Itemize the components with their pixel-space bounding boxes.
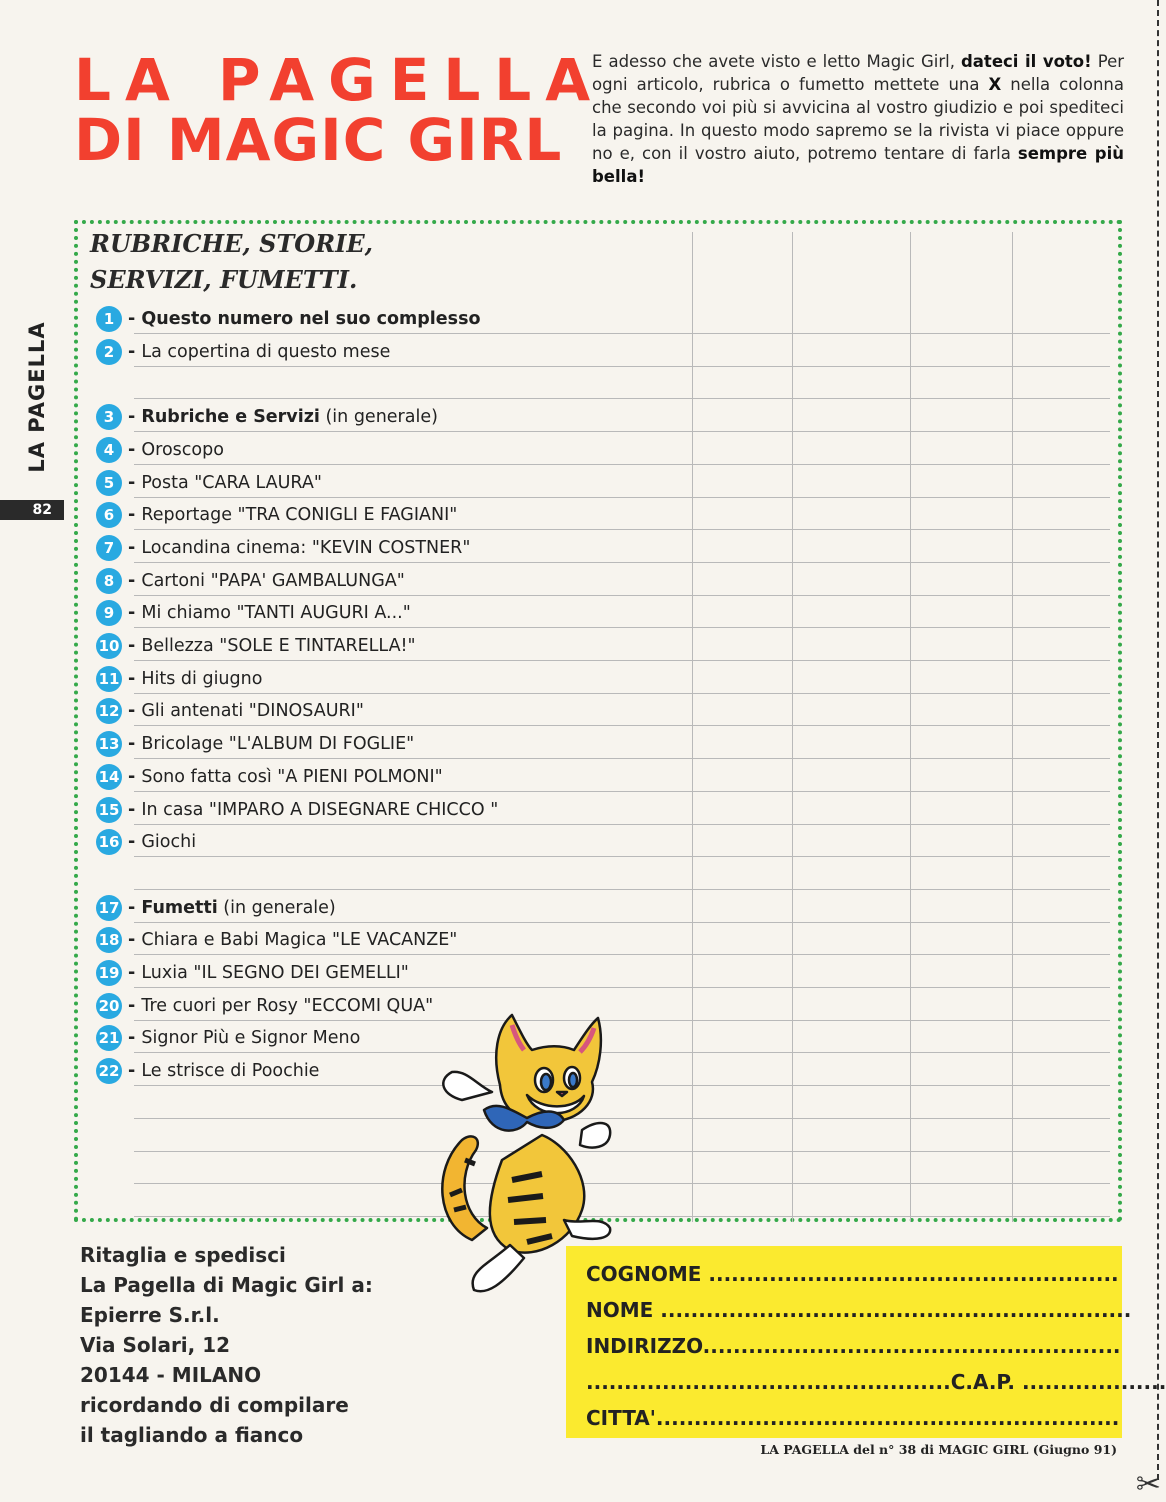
grid-row-line bbox=[134, 1118, 1110, 1119]
grid-row-line bbox=[134, 954, 1110, 955]
rating-item[interactable] bbox=[96, 632, 416, 660]
address-line-5: 20144 - MILANO bbox=[80, 1363, 262, 1387]
section-title bbox=[90, 226, 373, 298]
address-line-3: Epierre S.r.l. bbox=[80, 1303, 220, 1327]
grid-row-line bbox=[134, 497, 1110, 498]
grid-row-line bbox=[134, 791, 1110, 792]
item-label-text: Signor Più e Signor Meno bbox=[141, 1028, 361, 1048]
item-label-bold: Rubriche e Servizi bbox=[141, 407, 320, 427]
item-label: - Gli antenati "DINOSAURI" bbox=[128, 701, 364, 721]
grid-row-line bbox=[134, 693, 1110, 694]
grid-row-line bbox=[134, 1085, 1110, 1086]
grid-column-line bbox=[1012, 232, 1013, 1222]
item-label-text: In casa "IMPARO A DISEGNARE CHICCO " bbox=[141, 800, 499, 820]
item-label-text: Sono fatta così "A PIENI POLMONI" bbox=[141, 767, 443, 787]
cap-field[interactable]: ................................................C.A.P. ................... bbox=[586, 1370, 1166, 1394]
item-label: - Mi chiamo "TANTI AUGURI A..." bbox=[128, 603, 411, 623]
address-line-7: il tagliando a fianco bbox=[80, 1423, 304, 1447]
issue-footer: LA PAGELLA del n° 38 di MAGIC GIRL (Giugno 91) bbox=[760, 1442, 1117, 1457]
surname-label: COGNOME bbox=[586, 1262, 702, 1286]
address-label: INDIRIZZO bbox=[586, 1334, 703, 1358]
item-label-text: Hits di giugno bbox=[141, 669, 263, 689]
item-number-badge: 9 bbox=[96, 600, 122, 626]
grid-row-line bbox=[134, 987, 1110, 988]
item-label: - Questo numero nel suo complesso bbox=[128, 309, 481, 329]
item-number-badge: 2 bbox=[96, 339, 122, 365]
rating-item[interactable] bbox=[96, 1024, 360, 1052]
item-label-text: Locandina cinema: "KEVIN COSTNER" bbox=[141, 538, 471, 558]
grid-row-line bbox=[134, 398, 1110, 399]
grid-column-line bbox=[692, 232, 693, 1222]
item-label-text: Bellezza "SOLE E TINTARELLA!" bbox=[141, 636, 416, 656]
grid-row-line bbox=[134, 660, 1110, 661]
name-field[interactable]: NOME .............................................................. bbox=[586, 1298, 1132, 1322]
address-line-4: Via Solari, 12 bbox=[80, 1333, 231, 1357]
rating-item[interactable] bbox=[96, 567, 405, 595]
intro-bold-3: sempre più bella! bbox=[592, 144, 1124, 186]
rating-item[interactable] bbox=[96, 403, 438, 431]
grid-row-line bbox=[134, 1052, 1110, 1053]
title-line-1: LA PAGELLA bbox=[74, 46, 605, 114]
item-label-text: Gli antenati "DINOSAURI" bbox=[141, 701, 364, 721]
grid-row-line bbox=[134, 1020, 1110, 1021]
item-label-bold: Fumetti bbox=[141, 898, 218, 918]
rating-item[interactable] bbox=[96, 959, 409, 987]
item-label: - In casa "IMPARO A DISEGNARE CHICCO " bbox=[128, 800, 499, 820]
item-number-badge: 1 bbox=[96, 306, 122, 332]
grid-row-line bbox=[134, 922, 1110, 923]
item-number-badge: 15 bbox=[96, 797, 122, 823]
item-number-badge: 8 bbox=[96, 568, 122, 594]
grid-row-line bbox=[134, 366, 1110, 367]
rating-item[interactable] bbox=[96, 534, 470, 562]
item-number-badge: 17 bbox=[96, 895, 122, 921]
item-number-badge: 7 bbox=[96, 535, 122, 561]
item-label-text: Reportage "TRA CONIGLI E FAGIANI" bbox=[141, 505, 458, 525]
cap-label: C.A.P. bbox=[950, 1370, 1015, 1394]
item-label: - Sono fatta così "A PIENI POLMONI" bbox=[128, 767, 443, 787]
grid-row-line bbox=[134, 562, 1110, 563]
address-field[interactable]: INDIRIZZO....................................................... bbox=[586, 1334, 1121, 1358]
grid-row-line bbox=[134, 1216, 1110, 1217]
grid-row-line bbox=[134, 1151, 1110, 1152]
intro-paragraph bbox=[592, 50, 1124, 188]
rating-item[interactable] bbox=[96, 1057, 319, 1085]
item-label-text: (in generale) bbox=[217, 898, 336, 918]
item-label: - Oroscopo bbox=[128, 440, 224, 460]
item-label: - Le strisce di Poochie bbox=[128, 1061, 320, 1081]
item-label-text: Cartoni "PAPA' GAMBALUNGA" bbox=[141, 571, 405, 591]
page-number: 82 bbox=[0, 500, 64, 520]
item-number-badge: 10 bbox=[96, 633, 122, 659]
rating-item[interactable] bbox=[96, 763, 443, 791]
item-label-text: Chiara e Babi Magica "LE VACANZE" bbox=[141, 930, 458, 950]
item-number-badge: 3 bbox=[96, 404, 122, 430]
rating-item[interactable] bbox=[96, 796, 498, 824]
contact-coupon bbox=[566, 1246, 1166, 1438]
item-label: - Signor Più e Signor Meno bbox=[128, 1028, 361, 1048]
item-label-text: Mi chiamo "TANTI AUGURI A..." bbox=[141, 603, 411, 623]
city-field[interactable]: CITTA'............................................................. bbox=[586, 1406, 1120, 1430]
item-label-text: Luxia "IL SEGNO DEI GEMELLI" bbox=[141, 963, 409, 983]
item-label: - Bricolage "L'ALBUM DI FOGLIE" bbox=[128, 734, 415, 754]
item-label: - Hits di giugno bbox=[128, 669, 263, 689]
cut-line bbox=[1157, 0, 1159, 1480]
rating-item[interactable] bbox=[96, 436, 224, 464]
grid-row-line bbox=[134, 333, 1110, 334]
intro-text-2: Per ogni articolo, rubrica o fumetto mettete una bbox=[592, 52, 1125, 94]
rating-item[interactable] bbox=[96, 599, 411, 627]
item-number-badge: 21 bbox=[96, 1025, 122, 1051]
grid-row-line bbox=[134, 627, 1110, 628]
item-label: - Cartoni "PAPA' GAMBALUNGA" bbox=[128, 571, 405, 591]
item-label: - Bellezza "SOLE E TINTARELLA!" bbox=[128, 636, 416, 656]
grid-row-line bbox=[134, 758, 1110, 759]
item-label: - Fumetti (in generale) bbox=[128, 898, 336, 918]
grid-column-line bbox=[910, 232, 911, 1222]
intro-bold-1: dateci il voto! bbox=[960, 52, 1092, 71]
item-label: - Tre cuori per Rosy "ECCOMI QUA" bbox=[128, 996, 434, 1016]
rating-item[interactable] bbox=[96, 338, 390, 366]
intro-text-1: E adesso che avete visto e letto Magic Girl, bbox=[592, 52, 961, 71]
name-label: NOME bbox=[586, 1298, 654, 1322]
grid-row-line bbox=[134, 431, 1110, 432]
item-number-badge: 14 bbox=[96, 764, 122, 790]
item-label-text: Le strisce di Poochie bbox=[141, 1061, 320, 1081]
item-label-text: Bricolage "L'ALBUM DI FOGLIE" bbox=[141, 734, 415, 754]
surname-field[interactable]: COGNOME ...................................................... bbox=[586, 1262, 1119, 1286]
section-title-line-2: SERVIZI, FUMETTI. bbox=[90, 265, 358, 294]
rating-item[interactable] bbox=[96, 730, 414, 758]
grid-row-line bbox=[134, 725, 1110, 726]
rating-item[interactable] bbox=[96, 665, 262, 693]
item-number-badge: 5 bbox=[96, 470, 122, 496]
city-label: CITTA' bbox=[586, 1406, 656, 1430]
item-label-bold: Questo numero nel suo complesso bbox=[141, 309, 481, 329]
item-number-badge: 4 bbox=[96, 437, 122, 463]
intro-text-3: nella colonna che secondo voi più si avvicina al vostro giudizio e poi spediteci la pagina. In questo modo sapremo se la rivista vi piace oppure no e, con il vostro aiuto, potremo tentare di farla bbox=[592, 75, 1124, 163]
address-line-1: Ritaglia e spedisci bbox=[80, 1243, 286, 1267]
item-number-badge: 22 bbox=[96, 1058, 122, 1084]
item-label: - Locandina cinema: "KEVIN COSTNER" bbox=[128, 538, 471, 558]
rating-item[interactable] bbox=[96, 926, 457, 954]
grid-row-line bbox=[134, 1183, 1110, 1184]
rating-item[interactable] bbox=[96, 305, 481, 333]
side-label-text: LA PAGELLA bbox=[25, 321, 49, 473]
item-label-text: Giochi bbox=[141, 832, 197, 852]
item-label: - Luxia "IL SEGNO DEI GEMELLI" bbox=[128, 963, 409, 983]
grid-row-line bbox=[134, 464, 1110, 465]
section-title-line-1: RUBRICHE, STORIE, bbox=[90, 229, 374, 258]
address-line-6: ricordando di compilare bbox=[80, 1393, 349, 1417]
rating-item[interactable] bbox=[96, 894, 336, 922]
rating-item[interactable] bbox=[96, 697, 364, 725]
item-number-badge: 16 bbox=[96, 829, 122, 855]
rating-item[interactable] bbox=[96, 828, 196, 856]
item-label: - La copertina di questo mese bbox=[128, 342, 391, 362]
grid-column-line bbox=[792, 232, 793, 1222]
item-number-badge: 18 bbox=[96, 927, 122, 953]
grid-row-line bbox=[134, 529, 1110, 530]
rating-item[interactable] bbox=[96, 992, 433, 1020]
item-label: - Posta "CARA LAURA" bbox=[128, 473, 322, 493]
grid-row-line bbox=[134, 824, 1110, 825]
item-label: - Reportage "TRA CONIGLI E FAGIANI" bbox=[128, 505, 458, 525]
rating-item[interactable] bbox=[96, 469, 322, 497]
item-label: - Giochi bbox=[128, 832, 197, 852]
grid-row-line bbox=[134, 889, 1110, 890]
rating-item[interactable] bbox=[96, 501, 457, 529]
item-label: - Rubriche e Servizi (in generale) bbox=[128, 407, 438, 427]
grid-row-line bbox=[134, 595, 1110, 596]
page-title bbox=[74, 46, 605, 174]
item-label-text: Posta "CARA LAURA" bbox=[141, 473, 322, 493]
mailing-address bbox=[80, 1240, 373, 1450]
item-number-badge: 20 bbox=[96, 993, 122, 1019]
item-number-badge: 19 bbox=[96, 960, 122, 986]
item-label-text: La copertina di questo mese bbox=[141, 342, 391, 362]
side-label bbox=[22, 312, 52, 482]
item-number-badge: 6 bbox=[96, 502, 122, 528]
item-number-badge: 12 bbox=[96, 698, 122, 724]
intro-bold-2: X bbox=[988, 75, 1002, 94]
item-number-badge: 13 bbox=[96, 731, 122, 757]
grid-row-line bbox=[134, 856, 1110, 857]
item-number-badge: 11 bbox=[96, 666, 122, 692]
address-line-2: La Pagella di Magic Girl a: bbox=[80, 1273, 373, 1297]
title-line-2: DI MAGIC GIRL bbox=[74, 106, 563, 174]
item-label-text: (in generale) bbox=[319, 407, 438, 427]
scissors-icon: ✂ bbox=[1135, 1467, 1161, 1502]
item-label-text: Tre cuori per Rosy "ECCOMI QUA" bbox=[141, 996, 434, 1016]
item-label: - Chiara e Babi Magica "LE VACANZE" bbox=[128, 930, 458, 950]
item-label-text: Oroscopo bbox=[141, 440, 224, 460]
